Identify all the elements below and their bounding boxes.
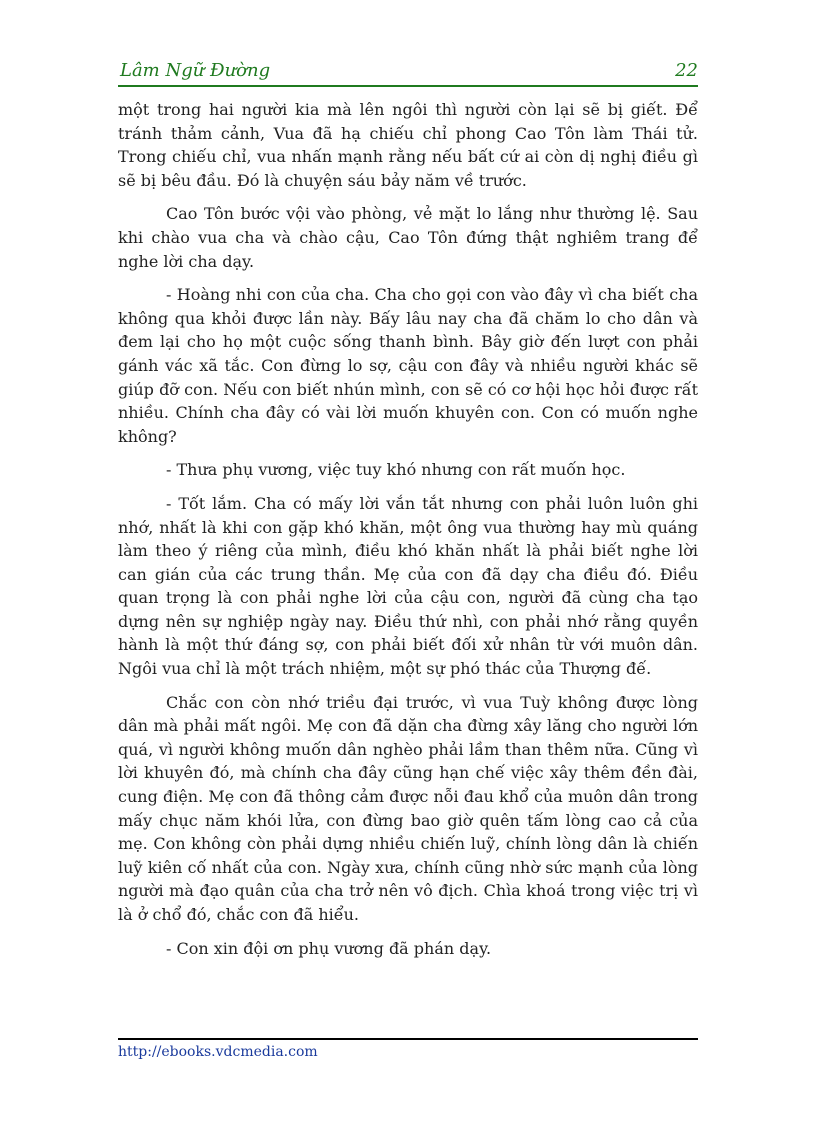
paragraph: - Thưa phụ vương, việc tuy khó nhưng con rất muốn học. <box>166 460 626 480</box>
paragraph: - Hoàng nhi con của cha. Cha cho gọi con vào đây vì cha biết cha không qua khỏi được lần này. Bấy lâu nay cha đã chăm lo cho dân và đem lại cho họ một cuộc sống thanh bình. Bây giờ đến lượt con phải gánh vác xã tắc. Con đừng lo sợ, cậu con đây và nhiều người khác sẽ giúp đỡ con. Nếu con biết nhún mình, con sẽ có cơ hội học hỏi được rất nhiều. Chính cha đây có vài lời muốn khuyên con. Con có muốn nghe không? <box>118 285 698 446</box>
paragraph: - Tốt lắm. Cha có mấy lời vắn tắt nhưng con phải luôn luôn ghi nhớ, nhất là khi con gặp khó khăn, một ông vua thường hay mù quáng làm theo ý riêng của mình, điều khó khăn nhất là phải biết nghe lời can gián của các trung thần. Mẹ của con đã dạy cha điều đó. Điều quan trọng là con phải nghe lời của cậu con, người đã cùng cha tạo dựng nên sự nghiệp ngày nay. Điều thứ nhì, con phải nhớ rằng quyền hành là một thứ đáng sợ, con phải biết đối xử nhân từ với muôn dân. Ngôi vua chỉ là một trách nhiệm, một sự phó thác của Thượng đế. <box>118 493 698 679</box>
paragraph: một trong hai người kia mà lên ngôi thì người còn lại sẽ bị giết. Để tránh thảm cảnh, Vua đã hạ chiếu chỉ phong Cao Tôn làm Thái tử. Trong chiếu chỉ, vua nhấn mạnh rằng nếu bất cứ ai còn dị nghị điều gì sẽ bị bêu đầu. Đó là chuyện sáu bảy năm về trước. <box>118 100 698 190</box>
body-text <box>118 98 698 970</box>
paragraph: Chắc con còn nhớ triều đại trước, vì vua Tuỳ không được lòng dân mà phải mất ngôi. Mẹ con đã dặn cha đừng xây lăng cho người lớn quá, vì người không muốn dân nghèo phải lầm than thêm nữa. Cũng vì lời khuyên đó, mà chính cha đây cũng hạn chế việc xây thêm đền đài, cung điện. Mẹ con đã thông cảm được nỗi đau khổ của muôn dân trong mấy chục năm khói lửa, con đừng bao giờ quên tấm lòng cao cả của mẹ. Con không còn phải dựng nhiều chiến luỹ, chính lòng dân là chiến luỹ kiên cố nhất của con. Ngày xưa, chính cũng nhờ sức mạnh của lòng người mà đạo quân của cha trở nên vô địch. Chìa khoá trong việc trị vì là ở chổ đó, chắc con đã hiểu. <box>118 692 698 924</box>
footer-divider <box>118 1038 698 1040</box>
paragraph: - Con xin đội ơn phụ vương đã phán dạy. <box>166 938 492 958</box>
header-page-number: 22 <box>675 60 698 81</box>
header-divider <box>118 85 698 87</box>
header-book-title: Lâm Ngữ Đường <box>120 60 271 81</box>
page-header <box>118 58 698 84</box>
footer-url-link[interactable]: http://ebooks.vdcmedia.com <box>118 1044 318 1060</box>
paragraph: Cao Tôn bước vội vào phòng, vẻ mặt lo lắng như thường lệ. Sau khi chào vua cha và chào cậu, Cao Tôn đứng thật nghiêm trang để nghe lời cha dạy. <box>118 204 698 271</box>
